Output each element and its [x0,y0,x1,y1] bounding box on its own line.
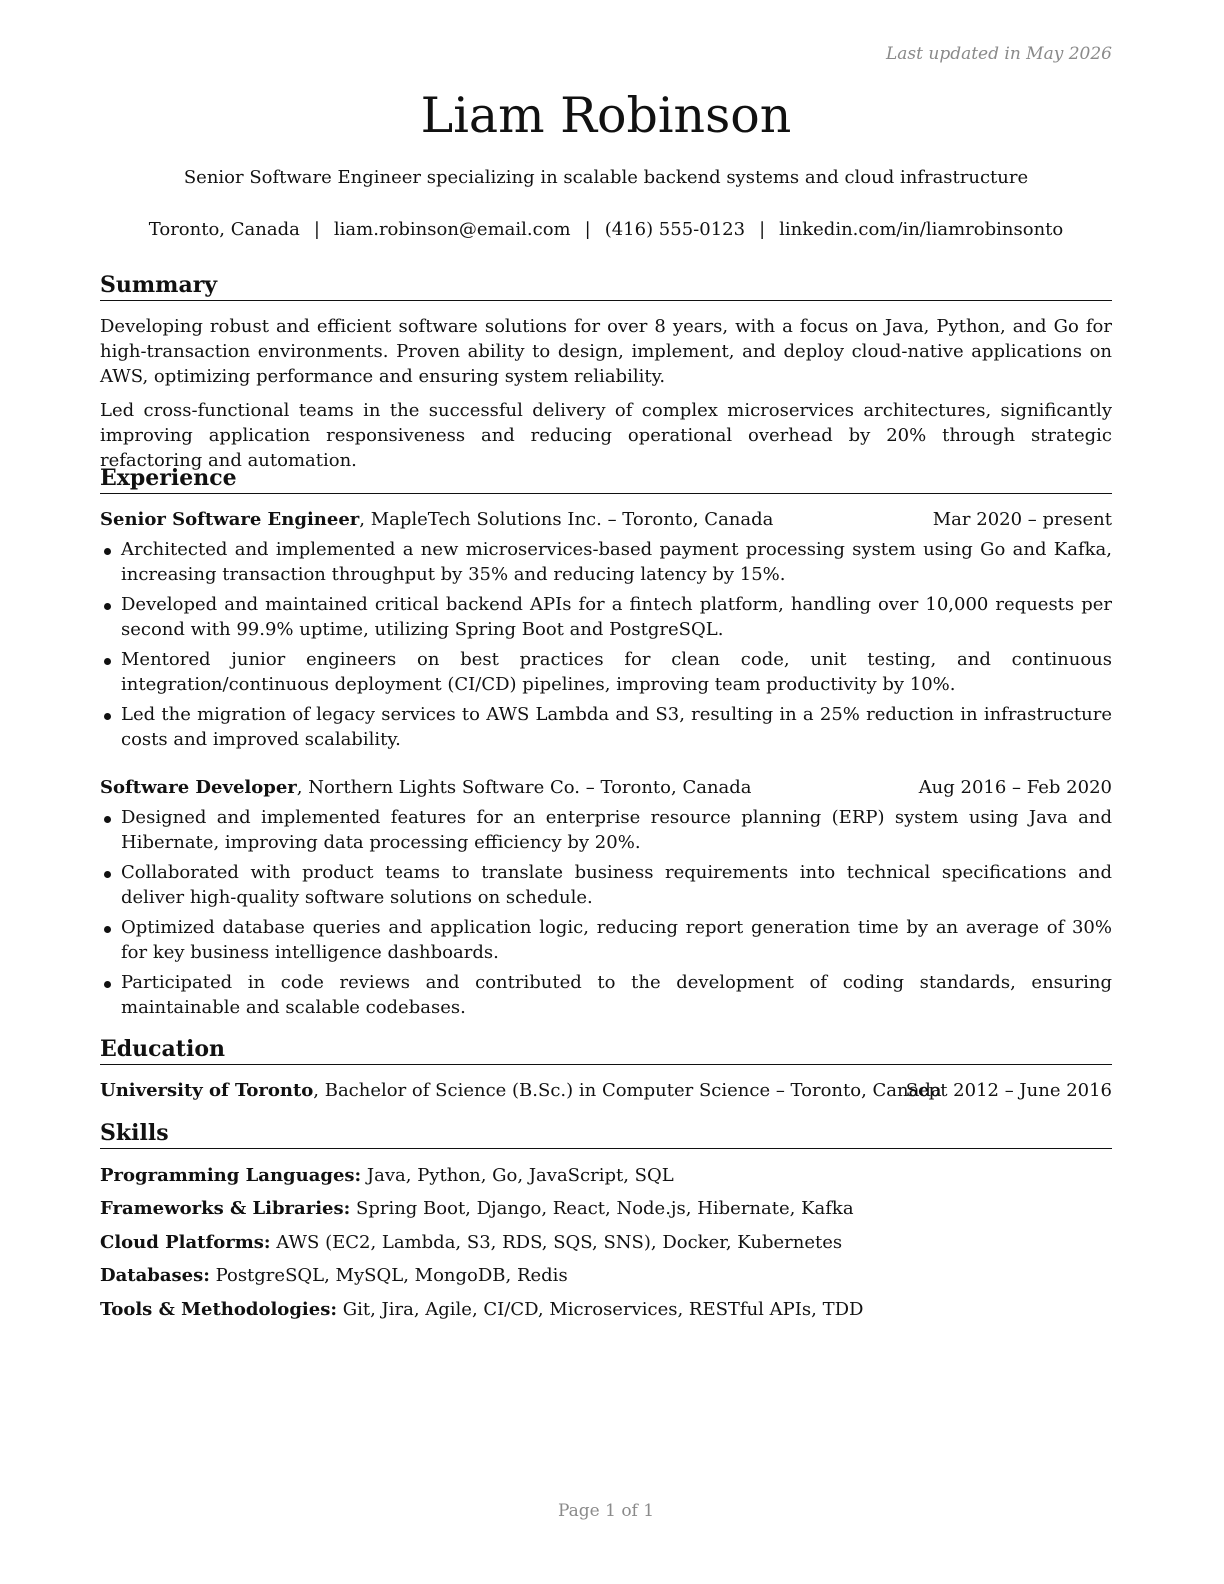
bullet-icon [104,548,111,555]
skill-label: Tools & Methodologies: [100,1299,337,1320]
list-item [100,537,1112,587]
skill-value: Spring Boot, Django, React, Node.js, Hibernate, Kafka [350,1198,854,1219]
bullet-text: Collaborated with product teams to translate business requirements into technical specifications and deliver high-quality software solutions on schedule. [121,862,1112,908]
experience-heading: Experience [100,464,1112,494]
bullet-icon [104,871,111,878]
skill-row [100,1263,568,1288]
degree: , Bachelor of Science (B.Sc.) in Computer Science – Toronto, Canada [313,1080,942,1101]
contact-line [100,219,1112,240]
education-dates: Sept 2012 – June 2016 [905,1080,1112,1101]
skill-row [100,1196,854,1221]
job-company: , Northern Lights Software Co. – Toronto, Canada [296,777,752,798]
job-title: Senior Software Engineer [100,509,360,530]
list-item [100,647,1112,697]
skill-row [100,1297,863,1322]
bullet-icon [104,981,111,988]
skills-heading: Skills [100,1119,1112,1149]
tagline: Senior Software Engineer specializing in scalable backend systems and cloud infrastructure [183,167,1029,188]
education-entry [100,1078,1112,1103]
bullet-icon [104,816,111,823]
list-item [100,970,1112,1020]
bullet-text: Designed and implemented features for an enterprise resource planning (ERP) system using Java and Hibernate, improving data processing efficiency by 20%. [121,807,1112,853]
education-heading: Education [100,1035,1112,1065]
bullet-icon [104,658,111,665]
bullet-text: Mentored junior engineers on best practices for clean code, unit testing, and continuous integration/continuous deployment (CI/CD) pipelines, improving team productivity by 10%. [121,649,1112,695]
contact-separator: | [584,219,591,240]
skill-value: AWS (EC2, Lambda, S3, RDS, SQS, SNS), Docker, Kubernetes [270,1232,843,1253]
job-header [100,775,1112,800]
job-dates: Mar 2020 – present [932,509,1112,530]
last-updated: Last updated in May 2026 [885,44,1112,64]
contact-location: Toronto, Canada [148,219,300,240]
bullet-text: Architected and implemented a new microservices-based payment processing system using Go and Kafka, increasing transaction throughput by 35% and reducing latency by 15%. [121,539,1112,585]
contact-separator: | [759,219,766,240]
job-company: , MapleTech Solutions Inc. – Toronto, Canada [359,509,774,530]
bullet-text: Developed and maintained critical backend APIs for a fintech platform, handling over 10,000 requests per second with 99.9% uptime, utilizing Spring Boot and PostgreSQL. [121,594,1112,640]
skill-value: PostgreSQL, MySQL, MongoDB, Redis [209,1265,568,1286]
bullet-icon [104,713,111,720]
contact-email[interactable]: liam.robinson@email.com [333,219,571,240]
summary-heading: Summary [100,271,1112,301]
skill-value: Git, Jira, Agile, CI/CD, Microservices, RESTful APIs, TDD [336,1299,864,1320]
school-name: University of Toronto [100,1080,314,1101]
bullet-text: Optimized database queries and application logic, reducing report generation time by an average of 30% for key business intelligence dashboards. [121,917,1112,963]
contact-separator: | [313,219,320,240]
skill-label: Databases: [100,1265,210,1286]
list-item [100,915,1112,965]
bullet-icon [104,603,111,610]
job-header [100,507,1112,532]
skill-row [100,1230,842,1255]
job-bullets [100,805,1112,1025]
list-item [100,805,1112,855]
skill-label: Cloud Platforms: [100,1232,271,1253]
skill-label: Frameworks & Libraries: [100,1198,351,1219]
list-item [100,592,1112,642]
list-item [100,860,1112,910]
contact-phone[interactable]: (416) 555-0123 [604,219,746,240]
bullet-text: Participated in code reviews and contributed to the development of coding standards, ensuring maintainable and scalable codebases. [121,972,1112,1018]
bullet-text: Led the migration of legacy services to AWS Lambda and S3, resulting in a 25% reduction in infrastructure costs and improved scalability. [121,704,1112,750]
contact-linkedin[interactable]: linkedin.com/in/liamrobinsonto [779,219,1064,240]
job-bullets [100,537,1112,757]
skill-value: Java, Python, Go, JavaScript, SQL [361,1165,674,1186]
candidate-name: Liam Robinson [420,87,792,144]
job-dates: Aug 2016 – Feb 2020 [918,777,1112,798]
summary-paragraph: Developing robust and efficient software solutions for over 8 years, with a focus on Java, Python, and Go for high-transaction environments. Proven ability to design, implement, and deploy cloud-native applications on AWS, optimizing performance and ensuring system reliability. [100,316,1112,387]
resume-page [100,0,1112,1584]
summary-paragraph: Led cross-functional teams in the successful delivery of complex microservices architectures, significantly improving application responsiveness and reducing operational overhead by 20% through strategic refactoring and automation. [100,400,1112,471]
page-number: Page 1 of 1 [557,1501,655,1521]
skill-label: Programming Languages: [100,1165,362,1186]
job-title: Software Developer [100,777,297,798]
bullet-icon [104,926,111,933]
skill-row [100,1163,674,1188]
list-item [100,702,1112,752]
